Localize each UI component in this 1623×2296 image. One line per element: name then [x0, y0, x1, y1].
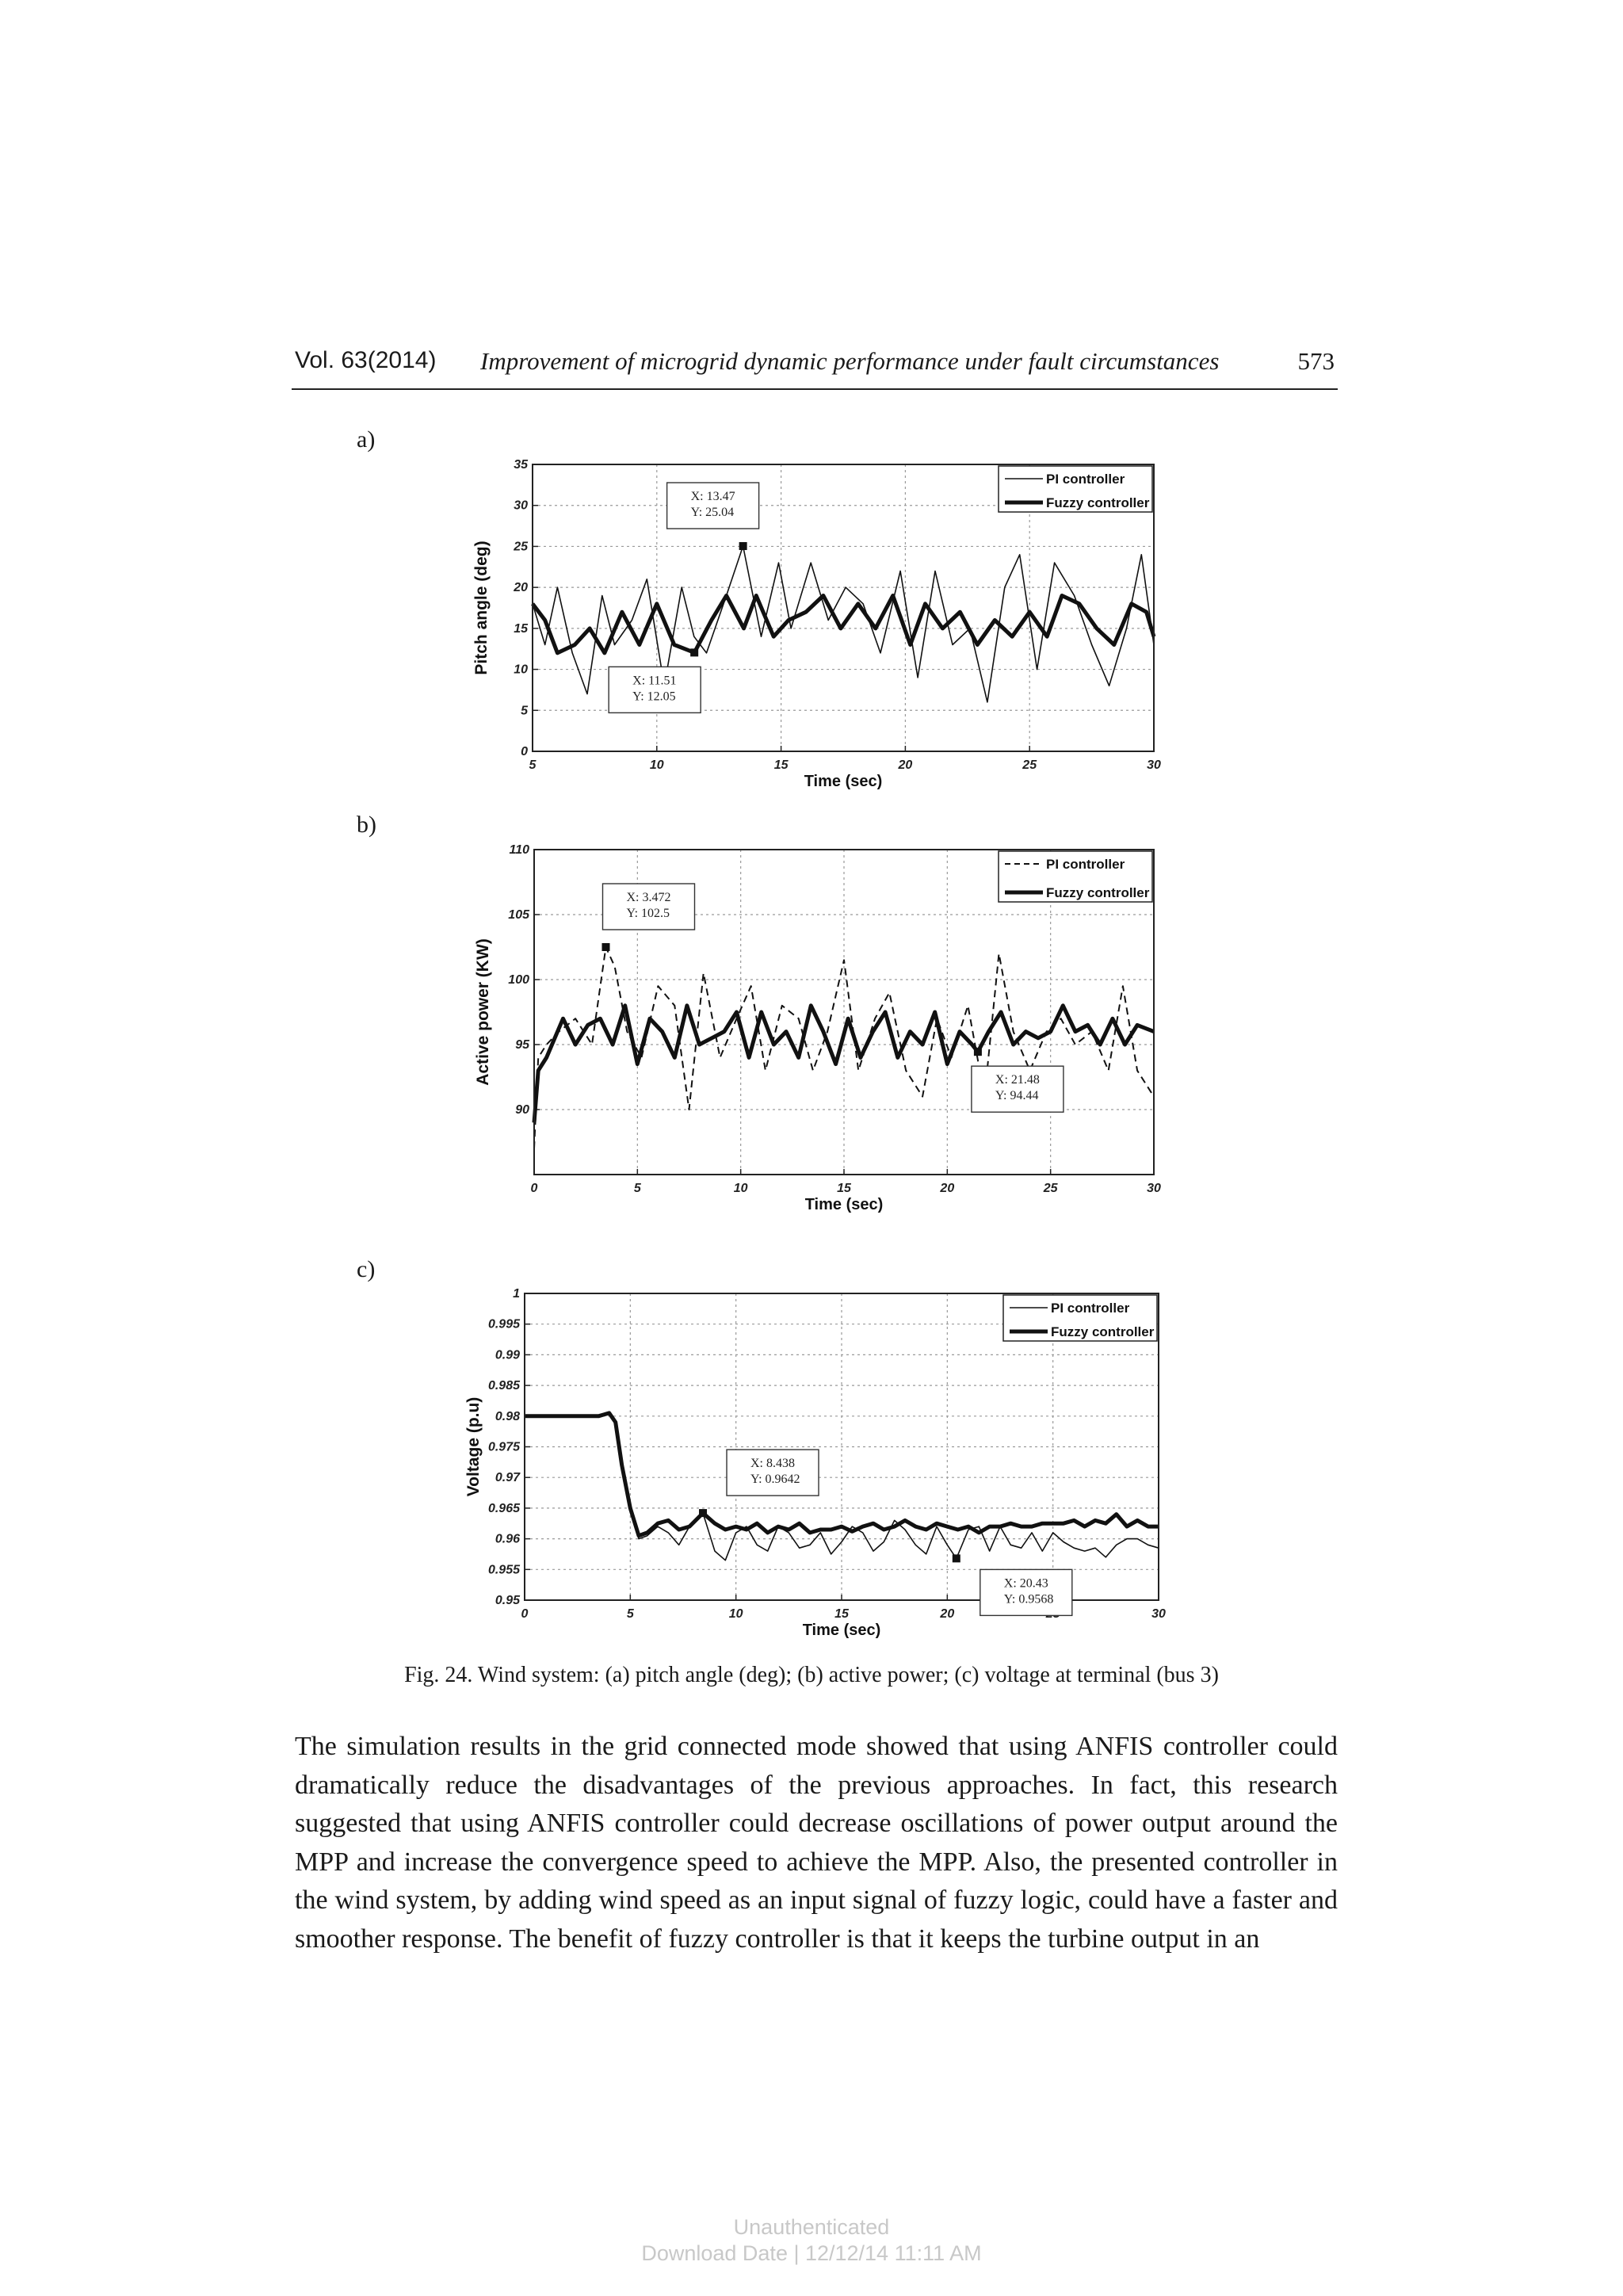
- x-tick-label: 15: [834, 1607, 849, 1621]
- running-header: [292, 344, 1338, 390]
- datatip-text: Y: 94.44: [995, 1089, 1039, 1103]
- body-paragraph: The simulation results in the grid connected mode showed that using ANFIS controller could dramatically reduce the disadvantages of the previous approaches. In fact, this research suggested that using ANFIS controller could decrease oscillations of power output around the MPP and increase the convergence speed to achieve the MPP. Also, the presented controller in the wind system, by adding wind speed as an input signal of fuzzy logic, could have a faster and smoother response. The benefit of fuzzy controller is that it keeps the turbine output in an: [295, 1732, 1338, 1954]
- datatip-marker: [602, 943, 610, 951]
- watermark-line-1: Unauthenticated: [733, 2215, 890, 2239]
- legend-label: Fuzzy controller: [1051, 1324, 1155, 1339]
- datatip-text: Y: 0.9568: [1003, 1592, 1054, 1606]
- y-axis-label: Active power (KW): [474, 938, 492, 1086]
- y-tick-label: 20: [514, 581, 528, 595]
- x-tick-label: 30: [1147, 1182, 1161, 1195]
- panel-label-b: b): [357, 812, 376, 838]
- y-tick-label: 95: [515, 1038, 529, 1052]
- y-tick-label: 0.985: [487, 1379, 520, 1393]
- datatip-text: X: 3.472: [626, 891, 671, 904]
- active-power-chart: [444, 832, 1173, 1236]
- journal-volume: Vol. 63(2014): [295, 347, 437, 373]
- x-axis-label: Time (sec): [804, 1196, 884, 1213]
- datatip-marker: [974, 1048, 982, 1056]
- y-tick-label: 5: [521, 704, 528, 718]
- datatip-marker: [739, 542, 747, 550]
- figure-caption: Fig. 24. Wind system: (a) pitch angle (deg); (b) active power; (c) voltage at terminal (bus 3): [404, 1663, 1219, 1687]
- x-tick-label: 15: [837, 1182, 851, 1195]
- x-tick-label: 15: [773, 758, 789, 772]
- x-tick-label: 20: [940, 1182, 955, 1195]
- datatip-text: X: 13.47: [690, 490, 735, 504]
- y-tick-label: 25: [514, 540, 528, 554]
- pitch-angle-chart: [444, 444, 1173, 793]
- datatip-marker: [953, 1554, 960, 1562]
- datatip-text: Y: 102.5: [626, 907, 670, 920]
- y-tick-label: 0.97: [495, 1471, 520, 1485]
- x-tick-label: 30: [1151, 1607, 1166, 1621]
- y-tick-label: 105: [508, 908, 529, 922]
- y-tick-label: 0.98: [495, 1409, 520, 1423]
- y-tick-label: 15: [514, 621, 528, 636]
- x-tick-label: 10: [649, 758, 664, 772]
- panel-label-c: c): [357, 1256, 376, 1282]
- y-tick-label: 0.99: [495, 1348, 520, 1362]
- page-number: 573: [1297, 347, 1335, 375]
- x-tick-label: 0: [530, 1182, 538, 1195]
- datatip-text: X: 20.43: [1003, 1576, 1048, 1591]
- y-tick-label: 110: [509, 843, 529, 857]
- datatip-text: Y: 25.04: [690, 506, 735, 520]
- panel-label-a: a): [357, 426, 376, 453]
- running-title: Improvement of microgrid dynamic performance under fault circumstances: [480, 347, 1220, 375]
- datatip-text: X: 8.438: [750, 1457, 796, 1471]
- y-tick-label: 10: [514, 663, 528, 677]
- x-tick-label: 30: [1147, 758, 1161, 772]
- datatip-text: X: 11.51: [632, 674, 677, 688]
- x-tick-label: 25: [1022, 758, 1037, 772]
- y-axis-label: Pitch angle (deg): [472, 541, 491, 675]
- voltage-chart: [444, 1278, 1189, 1644]
- x-tick-label: 10: [733, 1182, 748, 1195]
- y-tick-label: 100: [508, 973, 529, 987]
- datatip-text: X: 21.48: [995, 1073, 1040, 1087]
- x-tick-label: 20: [940, 1607, 955, 1621]
- x-tick-label: 20: [898, 758, 913, 772]
- y-tick-label: 0.95: [495, 1594, 520, 1607]
- legend-label: PI controller: [1046, 857, 1125, 872]
- x-tick-label: 10: [728, 1607, 743, 1621]
- y-tick-label: 90: [515, 1103, 529, 1117]
- x-axis-label: Time (sec): [804, 773, 883, 790]
- y-tick-label: 0.995: [487, 1317, 520, 1331]
- legend-label: Fuzzy controller: [1046, 495, 1150, 510]
- y-tick-label: 0.975: [487, 1440, 520, 1454]
- legend-label: PI controller: [1051, 1301, 1130, 1316]
- datatip-text: Y: 12.05: [632, 690, 676, 704]
- y-tick-label: 0: [521, 745, 528, 758]
- x-tick-label: 5: [626, 1607, 634, 1621]
- x-tick-label: 0: [521, 1607, 529, 1621]
- datatip-text: Y: 0.9642: [750, 1473, 800, 1487]
- y-axis-label: Voltage (p.u): [464, 1396, 483, 1497]
- x-tick-label: 5: [529, 758, 537, 772]
- datatip-marker: [699, 1509, 707, 1517]
- y-tick-label: 1: [513, 1287, 520, 1301]
- legend-label: Fuzzy controller: [1046, 885, 1150, 900]
- y-tick-label: 35: [514, 458, 528, 472]
- legend-label: PI controller: [1046, 472, 1125, 487]
- x-tick-label: 25: [1043, 1182, 1058, 1195]
- datatip-marker: [690, 648, 698, 656]
- x-tick-label: 5: [633, 1182, 641, 1195]
- watermark-line-2: Download Date | 12/12/14 11:11 AM: [641, 2241, 982, 2265]
- y-tick-label: 0.955: [487, 1563, 520, 1577]
- y-tick-label: 0.965: [487, 1501, 520, 1515]
- y-tick-label: 30: [514, 499, 528, 513]
- y-tick-label: 0.96: [495, 1532, 520, 1546]
- x-axis-label: Time (sec): [802, 1622, 881, 1639]
